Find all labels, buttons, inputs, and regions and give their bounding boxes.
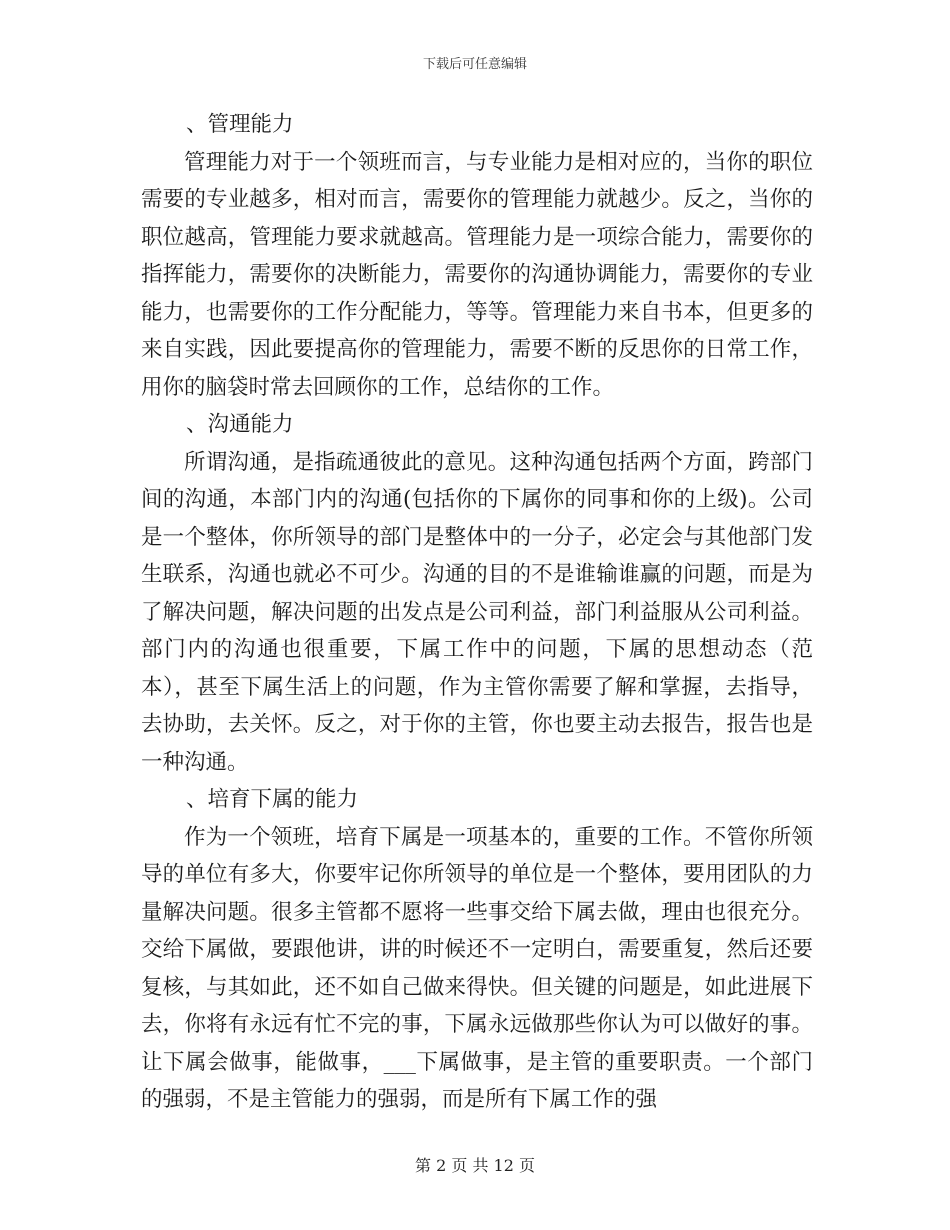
- section-paragraph: 所谓沟通，是指疏通彼此的意见。这种沟通包括两个方面，跨部门间的沟通，本部门内的沟通(包括你的下属你的同事和你的上级)。公司是一个整体，你所领导的部门是整体中的一分子，必定会与其他部门发生联系，沟通也就必不可少。沟通的目的不是谁输谁赢的问题，而是为了解决问题，解决问题的出发点是公司利益，部门利益服从公司利益。部门内的沟通也很重要，下属工作中的问题，下属的思想动态（范本），甚至下属生活上的问题，作为主管你需要了解和掌握，去指导，去协助，去关怀。反之，对于你的主管，你也要主动去报告，报告也是一种沟通。: [141, 449, 813, 775]
- page-header: 下载后可任意编辑: [422, 57, 527, 72]
- section-heading: 、管理能力: [186, 112, 294, 137]
- section-paragraph: 管理能力对于一个领班而言，与专业能力是相对应的，当你的职位需要的专业越多，相对而言，需要你的管理能力就越少。反之，当你的职位越高，管理能力要求就越高。管理能力是一项综合能力，需要你的指挥能力，需要你的决断能力，需要你的沟通协调能力，需要你的专业能力，也需要你的工作分配能力，等等。管理能力来自书本，但更多的来自实践，因此要提高你的管理能力，需要不断的反思你的日常工作，用你的脑袋时常去回顾你的工作，总结你的工作。: [141, 149, 813, 400]
- section-heading: 、培育下属的能力: [186, 787, 359, 812]
- document-body: [141, 106, 813, 1119]
- section-paragraph: 作为一个领班，培育下属是一项基本的，重要的工作。不管你所领导的单位有多大，你要牢记你所领导的单位是一个整体，要用团队的力量解决问题。很多主管都不愿将一些事交给下属去做，理由也很充分。交给下属做，要跟他讲，讲的时候还不一定明白，需要重复，然后还要复核，与其如此，还不如自己做来得快。但关键的问题是，如此进展下去，你将有永远有忙不完的事，下属永远做那些你认为可以做好的事。让下属会做事，能做事，___下属做事，是主管的重要职责。一个部门的强弱，不是主管能力的强弱，而是所有下属工作的强: [141, 824, 813, 1112]
- section-heading: 、沟通能力: [186, 412, 294, 437]
- page-number-footer: 第 2 页 共 12 页: [415, 1156, 535, 1175]
